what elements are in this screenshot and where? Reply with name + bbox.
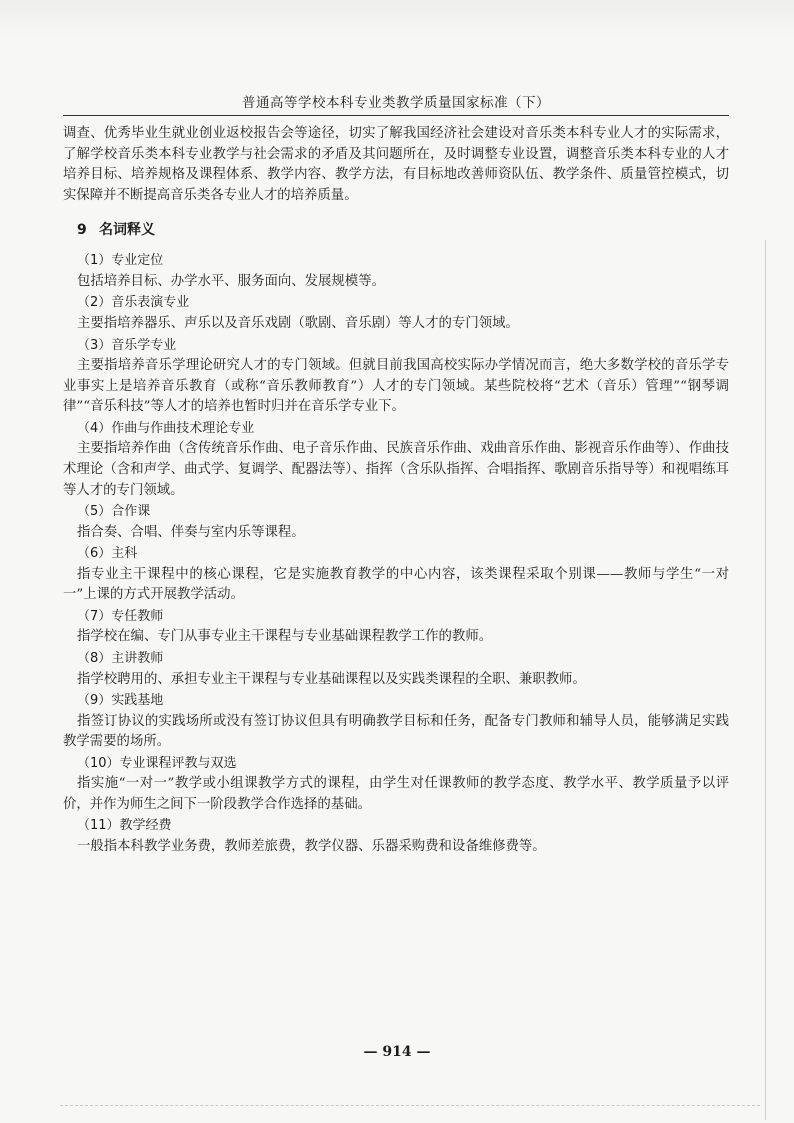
term-item — [63, 606, 729, 648]
term-label: （10）专业课程评教与双选 — [77, 755, 237, 771]
term-label: （8）主讲教师 — [77, 651, 164, 666]
term-label: （11）教学经费 — [77, 818, 172, 834]
header-rule — [63, 115, 729, 116]
term-item — [63, 418, 729, 501]
term-item — [63, 690, 729, 753]
term-definition: 指合奏、合唱、伴奏与室内乐等课程。 — [77, 524, 305, 540]
term-list — [63, 250, 729, 857]
scan-shading — [0, 0, 794, 40]
term-label: （9）实践基地 — [77, 693, 164, 709]
term-definition: 指专业主干课程中的核心课程，它是实施教育教学的中心内容，该类课程采取个别课——教师与学生“一对一”上课的方式开展教学活动。 — [63, 566, 729, 603]
section-heading — [77, 220, 729, 240]
scan-noise-line — [60, 1105, 760, 1106]
intro-block — [63, 124, 729, 206]
term-label: （4）作曲与作曲技术理论专业 — [77, 420, 255, 436]
section-number: 9 — [77, 222, 87, 239]
term-definition: 主要指培养作曲（含传统音乐作曲、电子音乐作曲、民族音乐作曲、戏曲音乐作曲、影视音乐作曲等）、作曲技术理论（含和声学、曲式学、复调学、配器法等）、指挥（含乐队指挥、合唱指挥、歌剧音乐指导等）和视唱练耳等人才的专门领域。 — [63, 441, 729, 498]
intro-paragraph: 调查、优秀毕业生就业创业返校报告会等途径，切实了解我国经济社会建设对音乐类本科专业人才的实际需求，了解学校音乐类本科专业教学与社会需求的矛盾及其问题所在，及时调整专业设置，调整音乐类本科专业的人才培养目标、培养规格及课程体系、教学内容、教学方法，有目标地改善师资队伍、教学条件、质量管控模式，切实保障并不断提高音乐类各专业人才的培养质量。 — [63, 126, 729, 203]
section-title: 名词释义 — [99, 222, 155, 239]
term-label: （6）主科 — [77, 546, 138, 562]
term-definition: 一般指本科教学业务费，教师差旅费，教学仪器、乐器采购费和设备维修费等。 — [77, 838, 546, 854]
term-item — [63, 250, 729, 292]
page-number: — 914 — — [363, 1044, 431, 1060]
term-label: （1）专业定位 — [77, 253, 164, 269]
term-label: （7）专任教师 — [77, 608, 164, 624]
page-body — [63, 124, 729, 858]
term-item — [63, 292, 729, 334]
term-definition: 主要指培养音乐学理论研究人才的专门领域。但就目前我国高校实际办学情况而言，绝大多数学校的音乐学专业事实上是培养音乐教育（或称“音乐教师教育”）人才的专门领域。某些院校将“艺术（音乐）管理”“钢琴调律”“音乐科技”等人才的培养也暂时归并在音乐学专业下。 — [63, 358, 729, 415]
term-item — [63, 648, 729, 690]
term-definition: 指学校聘用的、承担专业主干课程与专业基础课程以及实践类课程的全职、兼职教师。 — [77, 671, 586, 687]
term-label: （5）合作课 — [77, 504, 151, 520]
running-header: 普通高等学校本科专业类教学质量国家标准（下） — [242, 95, 550, 111]
term-definition: 指签订协议的实践场所或没有签订协议但具有明确教学目标和任务，配备专门教师和辅导人员，能够满足实践教学需要的场所。 — [63, 713, 729, 750]
term-item — [63, 815, 729, 857]
term-item — [63, 543, 729, 606]
term-item — [63, 335, 729, 418]
term-definition: 指学校在编、专门从事专业主干课程与专业基础课程教学工作的教师。 — [77, 629, 493, 645]
term-definition: 包括培养目标、办学水平、服务面向、发展规模等。 — [77, 273, 385, 289]
term-definition: 主要指培养器乐、声乐以及音乐戏剧（歌剧、音乐剧）等人才的专门领域。 — [77, 315, 519, 331]
term-label: （2）音乐表演专业 — [77, 295, 190, 311]
term-item — [63, 753, 729, 816]
term-item — [63, 501, 729, 543]
term-label: （3）音乐学专业 — [77, 337, 177, 353]
term-definition: 指实施“一对一”教学或小组课教学方式的课程，由学生对任课教师的教学态度、教学水平、教学质量予以评价，并作为师生之间下一阶段教学合作选择的基础。 — [63, 776, 729, 812]
scan-edge-line — [765, 240, 766, 1120]
